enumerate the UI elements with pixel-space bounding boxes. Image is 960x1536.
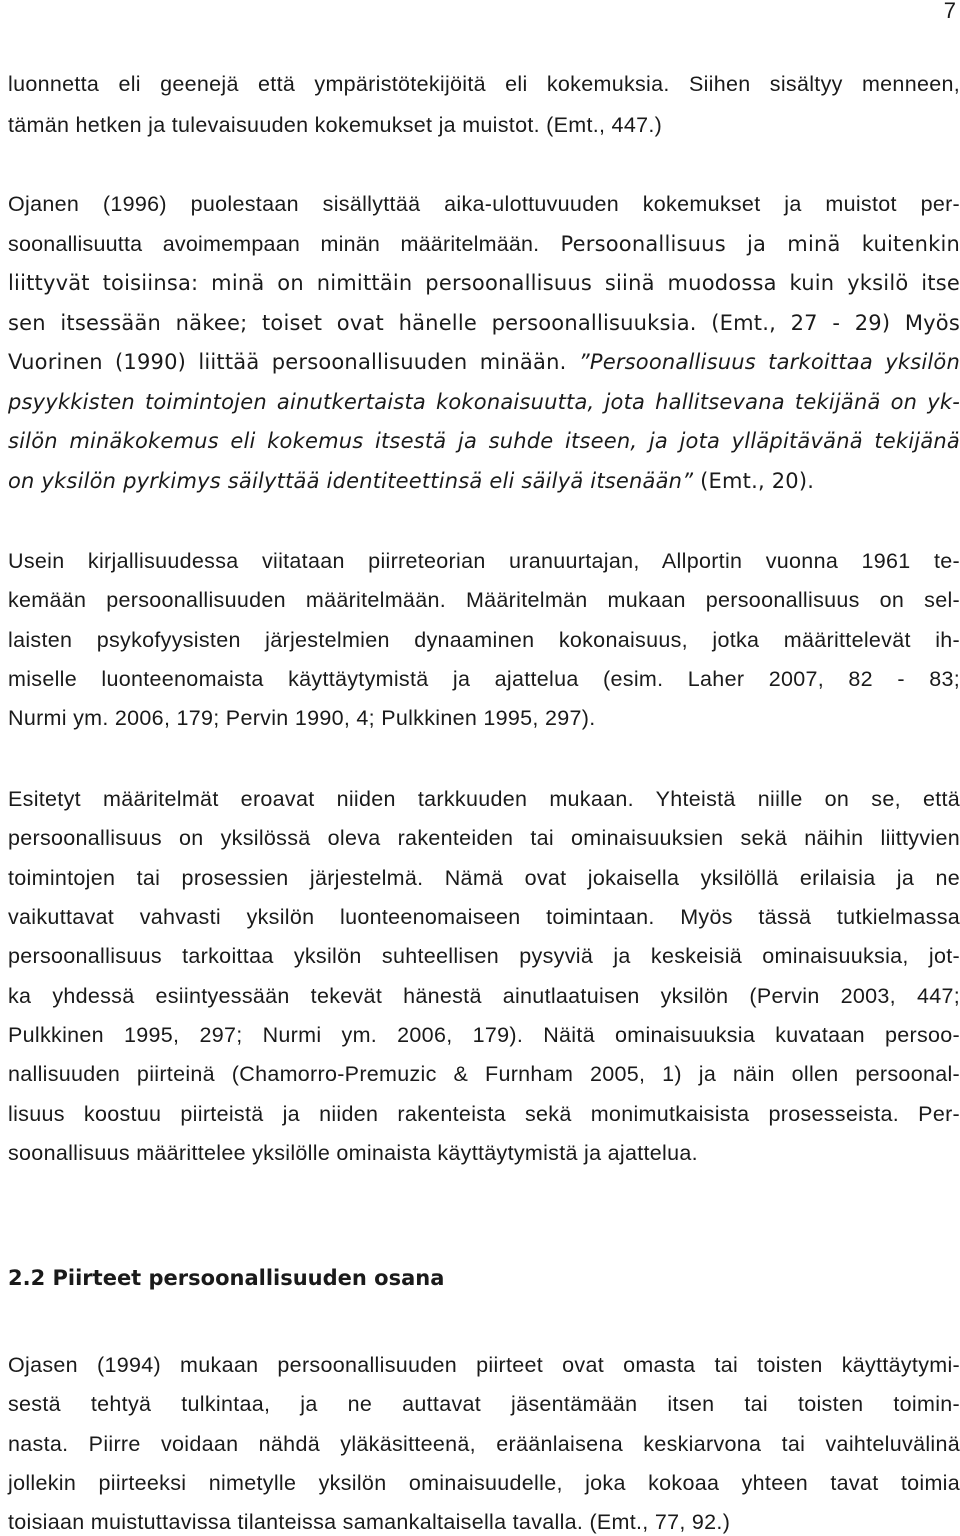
- text-line: jollekin piirteeksi nimetylle yksilön ominaisuudelle, joka kokoaa yhteen tavat toimia: [8, 1471, 960, 1495]
- text-line: nallisuuden piirteinä (Chamorro-Premuzic & Furnham 2005, 1) ja näin ollen persoonal-: [8, 1062, 960, 1086]
- text-span: , 27 - 29) Myös: [769, 311, 960, 335]
- text-line: ka yhdessä esiintyessään tekevät hänestä ainutlaatuisen yksilön (Pervin 2003, 447;: [8, 984, 960, 1008]
- text-line: [8, 311, 960, 335]
- quote-span: ”Persoonallisuus tarkoittaa yksilön: [578, 350, 960, 374]
- text-line: persoonallisuus tarkoittaa yksilön suhteellisen pysyviä ja keskeisiä ominaisuuksia, jot-: [8, 944, 960, 968]
- text-span: Vuorinen (1990) liittää persoonallisuuden minään.: [8, 350, 579, 374]
- text-line: Ojasen (1994) mukaan persoonallisuuden piirteet ovat omasta tai toisten käyttäytymi-: [8, 1353, 960, 1377]
- text-span: Persoonallisuus ja minä kuitenkin: [539, 232, 960, 256]
- text-line: Esitetyt määritelmät eroavat niiden tarkkuuden mukaan. Yhteistä niille on se, että: [8, 787, 960, 811]
- text-line: laisten psykofyysisten järjestelmien dynaaminen kokonaisuus, jotka määrittelevät ih-: [8, 628, 960, 652]
- text-line: Pulkkinen 1995, 297; Nurmi ym. 2006, 179). Näitä ominaisuuksia kuvataan persoo-: [8, 1023, 960, 1047]
- text-span: (Emt., 20).: [693, 469, 815, 493]
- text-line: [8, 469, 960, 493]
- text-line: Nurmi ym. 2006, 179; Pervin 1990, 4; Pulkkinen 1995, 297).: [8, 706, 596, 730]
- text-line: persoonallisuus on yksilössä oleva rakenteiden tai ominaisuuksien sekä näihin liittyvien: [8, 826, 960, 850]
- text-line: Usein kirjallisuudessa viitataan piirreteorian uranuurtajan, Allportin vuonna 1961 te-: [8, 549, 960, 573]
- text-line: luonnetta eli geenejä että ympäristötekijöitä eli kokemuksia. Siihen sisältyy menneen,: [8, 72, 960, 96]
- text-line: soonallisuus määrittelee yksilölle ominaista käyttäytymistä ja ajattelua.: [8, 1141, 698, 1165]
- text-line: lisuus koostuu piirteistä ja niiden rakenteista sekä monimutkaisista prosesseista. Per-: [8, 1102, 960, 1126]
- quote-span: on yksilön pyrkimys säilyttää identiteettinsä eli säilyä itsenään”: [8, 469, 694, 493]
- text-line: Ojanen (1996) puolestaan sisällyttää aika-ulottuvuuden kokemukset ja muistot per-: [8, 192, 960, 216]
- page-number: 7: [943, 0, 956, 23]
- text-line: sestä tehtyä tulkintaa, ja ne auttavat jäsentämään itsen tai toisten toimin-: [8, 1392, 960, 1416]
- text-line: toimintojen tai prosessien järjestelmä. Nämä ovat jokaisella yksilöllä erilaisia ja ne: [8, 866, 960, 890]
- text-line: vaikuttavat vahvasti yksilön luonteenomaiseen toimintaan. Myös tässä tutkielmassa: [8, 905, 960, 929]
- text-line: tämän hetken ja tulevaisuuden kokemukset ja muistot. (Emt., 447.): [8, 113, 663, 137]
- section-heading: 2.2 Piirteet persoonallisuuden osana: [8, 1266, 445, 1290]
- text-span: soonallisuutta avoimempaan minän määritelmään.: [8, 232, 540, 256]
- text-line: toisiaan muistuttavissa tilanteissa samankaltaisella tavalla. (Emt., 77, 92.): [8, 1510, 731, 1534]
- text-line: silön minäkokemus eli kokemus itsestä ja suhde itseen, ja jota ylläpitävänä tekijänä: [8, 429, 960, 453]
- text-line: [8, 350, 960, 374]
- text-span: sen itsessään näkee; toiset ovat hänelle persoonallisuuksia. (Emt.: [8, 311, 770, 335]
- text-line: [8, 232, 960, 256]
- text-line: nasta. Piirre voidaan nähdä yläkäsitteenä, eräänlaisena keskiarvona tai vaihteluvälinä: [8, 1432, 960, 1456]
- text-line: liittyvät toisiinsa: minä on nimittäin persoonallisuus siinä muodossa kuin yksilö itse: [8, 271, 960, 295]
- text-line: psyykkisten toimintojen ainutkertaista kokonaisuutta, jota hallitsevana tekijänä on yk-: [8, 390, 960, 414]
- text-line: kemään persoonallisuuden määritelmään. Määritelmän mukaan persoonallisuus on sel-: [8, 588, 960, 612]
- text-line: miselle luonteenomaista käyttäytymistä ja ajattelua (esim. Laher 2007, 82 - 83;: [8, 667, 960, 691]
